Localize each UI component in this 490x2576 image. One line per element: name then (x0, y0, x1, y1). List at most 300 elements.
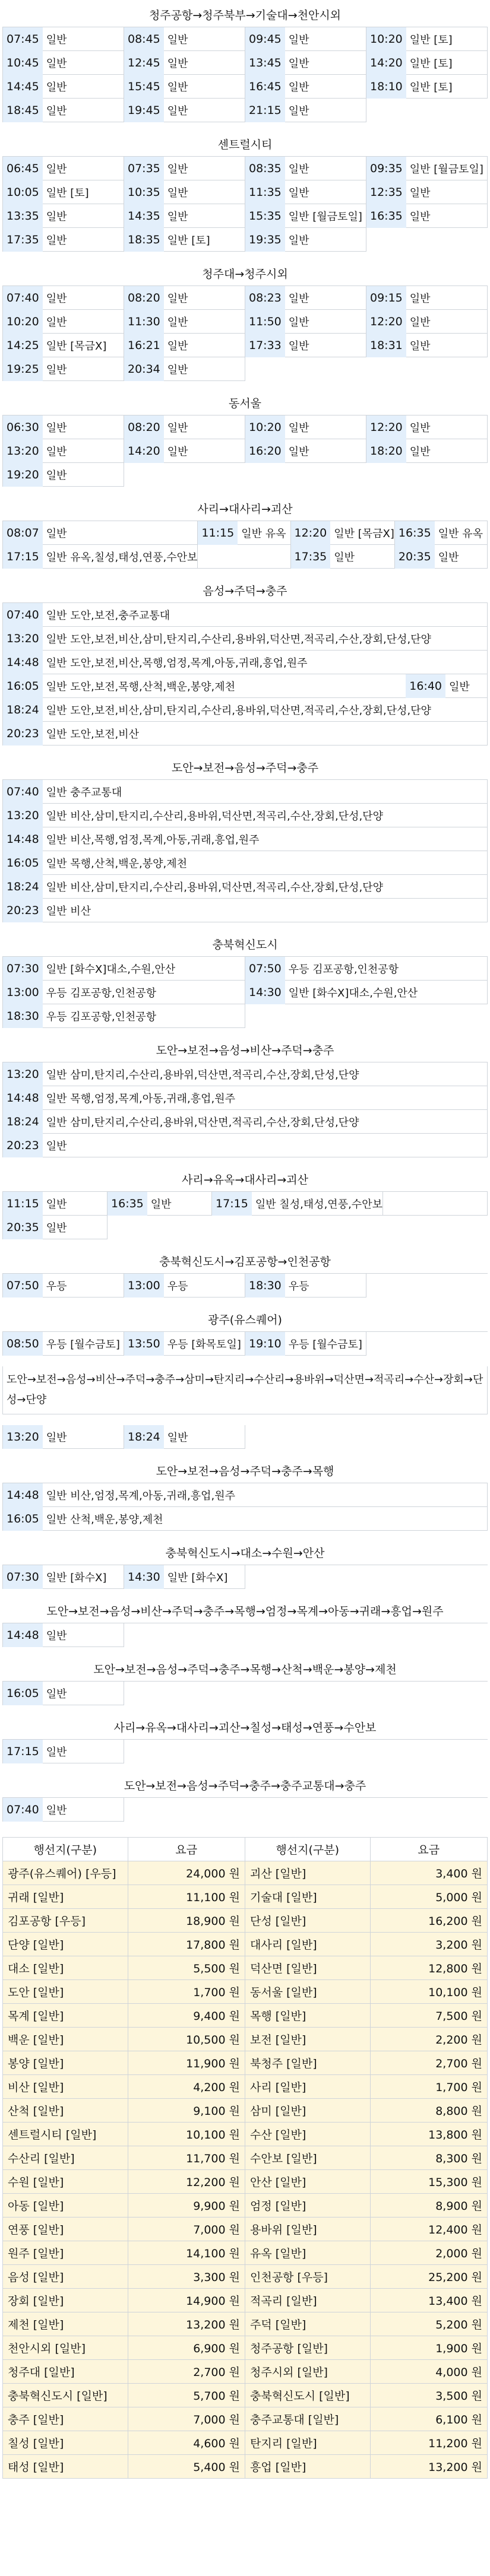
departure-info: 일반 (288, 81, 309, 94)
departure-cell[interactable] (124, 334, 245, 357)
fare-amount: 2,200 원 (370, 2028, 488, 2051)
departure-info: 일반 (150, 1198, 172, 1211)
departure-cell[interactable] (3, 1623, 124, 1647)
departure-cell[interactable] (3, 780, 488, 804)
departure-info: 일반 (288, 57, 309, 70)
departure-cell[interactable] (3, 415, 124, 439)
section-title: 충북혁신도시→김포공항→인천공항 (2, 1250, 488, 1274)
fare-destination: 귀래 [일반] (3, 1885, 128, 1909)
departure-cell[interactable] (245, 51, 366, 75)
fare-destination: 기술대 [일반] (245, 1885, 370, 1909)
fare-row (3, 1956, 488, 1980)
departure-cell[interactable] (3, 1425, 124, 1449)
departure-cell[interactable] (124, 1332, 245, 1356)
departure-cell[interactable] (3, 1216, 108, 1239)
departure-time: 20:35 (3, 1216, 43, 1239)
section-gap (2, 745, 488, 756)
departure-time: 10:45 (3, 51, 43, 75)
departure-cell[interactable] (3, 521, 198, 545)
departure-time: 18:30 (245, 1274, 285, 1297)
section-title: 사리→대사리→괴산 (2, 497, 488, 521)
departure-cell[interactable] (245, 27, 366, 51)
schedule-section (2, 933, 488, 1028)
departure-cell[interactable] (383, 1192, 488, 1216)
fare-destination: 수원 [일반] (3, 2170, 128, 2194)
departure-time: 13:00 (124, 1274, 164, 1297)
departure-info: 우등 (288, 1280, 309, 1293)
departure-time: 16:05 (3, 1682, 43, 1705)
departure-time: 18:30 (3, 1004, 43, 1028)
departure-time: 14:48 (3, 1483, 43, 1507)
fare-amount: 7,500 원 (370, 2004, 488, 2028)
fare-amount: 13,400 원 (370, 2289, 488, 2312)
fare-row (3, 2099, 488, 2123)
departure-time: 11:30 (124, 310, 164, 334)
departure-cell[interactable] (124, 357, 245, 381)
departure-time: 07:35 (124, 157, 164, 180)
fare-destination: 목행 [일반] (245, 2004, 370, 2028)
fare-row (3, 2455, 488, 2479)
departure-info: 일반 (409, 316, 431, 329)
section-title: 도안→보전→음성→비산→주덕→충주 (2, 1039, 488, 1062)
fare-amount: 2,000 원 (370, 2241, 488, 2265)
departure-info: 일반 [월금토일] (288, 210, 362, 223)
departure-time: 20:23 (3, 1134, 43, 1157)
departure-time: 16:35 (395, 521, 435, 545)
fare-destination: 동서울 [일반] (245, 1980, 370, 2004)
departure-cell[interactable] (366, 334, 488, 357)
departure-cell[interactable] (3, 1004, 245, 1028)
departure-cell[interactable] (245, 439, 366, 463)
fare-amount: 15,300 원 (370, 2170, 488, 2194)
departure-info: 일반 도안,보전,비산 (46, 728, 140, 741)
schedule-grid (2, 780, 488, 922)
departure-cell[interactable] (3, 27, 124, 51)
departure-info: 일반 칠성,태성,연풍,수안보 (255, 1198, 382, 1211)
departure-cell[interactable] (245, 204, 366, 228)
departure-cell[interactable] (245, 334, 366, 357)
section-gap (2, 1822, 488, 1832)
departure-cell[interactable] (212, 1192, 383, 1216)
schedule-section (2, 1658, 488, 1705)
departure-cell[interactable] (245, 415, 366, 439)
fare-row (3, 2312, 488, 2336)
departure-time: 17:35 (291, 545, 331, 569)
schedule-grid (2, 1483, 488, 1531)
fare-amount: 10,500 원 (128, 2028, 245, 2051)
departure-cell[interactable] (366, 51, 488, 75)
fare-amount: 8,800 원 (370, 2099, 488, 2123)
departure-time: 13:20 (3, 804, 43, 827)
departure-time: 18:10 (366, 75, 406, 99)
section-gap (2, 922, 488, 933)
departure-cell[interactable] (3, 228, 124, 252)
fare-amount: 13,800 원 (370, 2123, 488, 2146)
departure-cell[interactable] (366, 204, 488, 228)
schedule-grid (2, 1332, 488, 1356)
departure-cell[interactable] (395, 545, 488, 569)
fare-amount: 18,900 원 (128, 1909, 245, 1933)
departure-cell[interactable] (3, 651, 488, 674)
departure-time: 13:50 (124, 1332, 164, 1356)
departure-cell[interactable] (198, 521, 290, 545)
departure-time: 16:05 (3, 674, 43, 698)
departure-cell[interactable] (3, 1274, 124, 1297)
departure-info: 우등 김포공항,인천공항 (46, 986, 157, 1000)
departure-cell[interactable] (3, 1565, 124, 1589)
fare-row (3, 2004, 488, 2028)
fare-destination: 탄지리 [일반] (245, 2431, 370, 2455)
departure-cell[interactable] (3, 1192, 108, 1216)
schedule-section (2, 1308, 488, 1356)
departure-cell[interactable] (3, 603, 488, 627)
fare-row (3, 2431, 488, 2455)
departure-time: 07:45 (3, 27, 43, 51)
departure-info: 일반 [월금토일] (409, 163, 483, 176)
departure-info: 일반 (438, 551, 459, 564)
departure-time: 18:35 (124, 228, 164, 252)
departure-cell[interactable] (3, 899, 488, 922)
departure-cell[interactable] (124, 51, 245, 75)
fare-row (3, 2075, 488, 2099)
fare-destination: 삼미 [일반] (245, 2099, 370, 2123)
departure-cell[interactable] (245, 957, 488, 981)
schedule-grid (2, 286, 488, 381)
departure-time: 08:20 (124, 286, 164, 310)
departure-time: 14:20 (366, 51, 406, 75)
departure-cell[interactable] (124, 1425, 245, 1449)
timetable-page (2, 4, 488, 2479)
departure-info: 일반 (46, 421, 67, 434)
fare-destination: 덕산면 [일반] (245, 1956, 370, 1980)
departure-time: 16:35 (366, 204, 406, 228)
departure-info: 일반 (46, 445, 67, 458)
departure-cell[interactable] (3, 1134, 488, 1157)
departure-time: 17:35 (3, 228, 43, 252)
departure-cell[interactable] (3, 957, 245, 981)
departure-cell[interactable] (124, 1565, 245, 1589)
departure-cell[interactable] (366, 27, 488, 51)
section-gap (2, 1449, 488, 1460)
departure-cell[interactable] (3, 180, 124, 204)
departure-cell[interactable] (124, 27, 245, 51)
departure-time: 08:23 (245, 286, 285, 310)
fare-destination: 목계 [일반] (3, 2004, 128, 2028)
fare-destination: 원주 [일반] (3, 2241, 128, 2265)
fare-amount: 16,200 원 (370, 1909, 488, 1933)
departure-info: 일반 목행,산척,백운,봉양,제천 (46, 857, 188, 870)
fare-destination: 음성 [일반] (3, 2265, 128, 2289)
departure-cell[interactable] (3, 698, 488, 722)
departure-time: 13:20 (3, 1062, 43, 1086)
departure-cell[interactable] (366, 157, 488, 180)
departure-cell[interactable] (291, 521, 395, 545)
departure-cell[interactable] (3, 1798, 124, 1822)
schedule-grid (2, 1798, 488, 1822)
departure-cell[interactable] (124, 204, 245, 228)
fare-amount: 25,200 원 (370, 2265, 488, 2289)
fare-destination: 김포공항 [우등] (3, 1909, 128, 1933)
departure-cell[interactable] (3, 99, 124, 122)
schedule-grid (2, 603, 488, 745)
schedule-section (2, 1600, 488, 1647)
departure-info: 일반 (46, 1140, 67, 1153)
fare-destination: 산척 [일반] (3, 2099, 128, 2123)
section-gap (2, 252, 488, 262)
departure-info: 일반 (167, 33, 188, 46)
schedule-grid (2, 415, 488, 487)
departure-info: 일반 (46, 527, 67, 540)
fare-destination: 연풍 [일반] (3, 2217, 128, 2241)
departure-time: 16:40 (406, 674, 445, 698)
departure-cell[interactable] (3, 1682, 124, 1705)
departure-time: 15:45 (124, 75, 164, 99)
departure-cell[interactable] (3, 875, 488, 899)
departure-time: 14:48 (3, 827, 43, 851)
fare-amount: 13,200 원 (370, 2455, 488, 2479)
schedule-section (2, 1774, 488, 1822)
departure-info: 일반 [화수X] (46, 1571, 107, 1584)
schedule-grid (2, 957, 488, 1028)
departure-time: 07:40 (3, 286, 43, 310)
departure-info: 일반 (409, 186, 431, 199)
departure-info: 일반 (167, 163, 188, 176)
fare-destination: 단양 [일반] (3, 1933, 128, 1956)
departure-time: 18:24 (3, 1110, 43, 1134)
departure-cell[interactable] (366, 180, 488, 204)
departure-time: 08:07 (3, 521, 43, 545)
departure-cell[interactable] (3, 204, 124, 228)
departure-cell[interactable] (3, 75, 124, 99)
departure-time: 20:34 (124, 357, 164, 381)
departure-info: 일반 유옥,칠성,태성,연풍,수안보 (46, 551, 198, 564)
departure-cell[interactable] (124, 75, 245, 99)
departure-info: 일반 (288, 316, 309, 329)
departure-info: 일반 (288, 234, 309, 247)
departure-time: 17:15 (3, 1740, 43, 1763)
departure-cell[interactable] (245, 1274, 366, 1297)
fare-amount: 2,700 원 (370, 2051, 488, 2075)
section-title: 도안→보전→음성→주덕→충주→목행→산척→백운→봉양→제천 (2, 1658, 488, 1682)
departure-info: 일반 (288, 163, 309, 176)
departure-info: 일반 유옥 (241, 527, 286, 540)
departure-cell[interactable] (245, 99, 366, 122)
departure-cell[interactable] (124, 1274, 245, 1297)
fare-destination: 아동 [일반] (3, 2194, 128, 2217)
departure-info: 일반 (409, 421, 431, 434)
departure-cell[interactable] (124, 228, 245, 252)
departure-info: 일반 (167, 57, 188, 70)
departure-cell[interactable] (291, 545, 395, 569)
fare-destination: 엄정 [일반] (245, 2194, 370, 2217)
departure-cell[interactable] (3, 1507, 488, 1531)
departure-info: 일반 (46, 1687, 67, 1701)
departure-cell[interactable] (245, 1332, 366, 1356)
fare-amount: 7,000 원 (128, 2217, 245, 2241)
departure-info: 일반 (288, 292, 309, 305)
fare-destination: 도안 [일반] (3, 1980, 128, 2004)
schedule-section (2, 4, 488, 122)
departure-info: 일반 (288, 33, 309, 46)
departure-info: 일반 도안,보전,목행,산척,백운,봉양,제천 (46, 680, 236, 693)
fare-amount: 10,100 원 (128, 2123, 245, 2146)
fare-amount: 11,200 원 (370, 2431, 488, 2455)
section-title: 도안→보전→음성→주덕→충주 (2, 756, 488, 780)
departure-time: 09:35 (366, 157, 406, 180)
departure-info: 일반 비산 (46, 905, 91, 918)
fare-destination: 용바위 [일반] (245, 2217, 370, 2241)
departure-cell[interactable] (245, 228, 366, 252)
departure-info: 일반 (46, 57, 67, 70)
fare-row (3, 2217, 488, 2241)
departure-time: 13:20 (3, 439, 43, 463)
departure-cell[interactable] (3, 1110, 488, 1134)
departure-cell[interactable] (3, 310, 124, 334)
section-gap (2, 1297, 488, 1308)
departure-cell[interactable] (245, 981, 488, 1004)
departure-cell[interactable] (3, 545, 198, 569)
fare-row (3, 2028, 488, 2051)
departure-cell[interactable] (3, 1740, 124, 1763)
departure-info: 우등 김포공항,인천공항 (46, 1010, 157, 1023)
departure-cell[interactable] (3, 1062, 488, 1086)
departure-cell[interactable] (3, 357, 124, 381)
departure-time: 12:20 (366, 415, 406, 439)
fare-amount: 8,900 원 (370, 2194, 488, 2217)
fare-destination: 천안시외 [일반] (3, 2336, 128, 2360)
departure-cell[interactable] (245, 157, 366, 180)
departure-info: 일반 (167, 340, 188, 353)
fare-destination: 괴산 [일반] (245, 1861, 370, 1885)
departure-time: 16:05 (3, 851, 43, 875)
departure-time: 14:45 (3, 75, 43, 99)
departure-info: 일반 (449, 680, 470, 693)
fare-destination: 흥업 [일반] (245, 2455, 370, 2479)
fare-amount: 5,700 원 (128, 2384, 245, 2407)
departure-info: 일반 (334, 551, 355, 564)
fare-row (3, 1980, 488, 2004)
departure-info: 일반 (46, 1222, 67, 1235)
departure-cell[interactable] (3, 674, 488, 698)
departure-cell[interactable] (395, 521, 488, 545)
schedule-grid (2, 157, 488, 252)
departure-cell[interactable] (124, 99, 245, 122)
fare-header-cell: 행선지(구분) (3, 1838, 128, 1861)
departure-time: 14:20 (124, 439, 164, 463)
departure-cell[interactable] (124, 310, 245, 334)
departure-cell[interactable] (124, 415, 245, 439)
departure-time: 18:24 (3, 875, 43, 899)
departure-cell[interactable] (366, 286, 488, 310)
departure-info: 일반 (288, 104, 309, 118)
departure-time: 14:35 (124, 204, 164, 228)
departure-info: 일반 [토] (409, 33, 453, 46)
departure-info: 일반 (167, 421, 188, 434)
departure-cell[interactable] (245, 310, 366, 334)
fare-destination: 충북혁신도시 [일반] (3, 2384, 128, 2407)
departure-time: 14:48 (3, 1623, 43, 1647)
fare-amount: 1,900 원 (370, 2336, 488, 2360)
departure-cell[interactable] (3, 1332, 124, 1356)
departure-time: 17:15 (3, 545, 43, 569)
fare-row (3, 2384, 488, 2407)
departure-time: 11:15 (3, 1192, 43, 1216)
departure-info: 일반 [화수X]대소,수원,안산 (46, 963, 176, 976)
departure-info: 일반 (409, 340, 431, 353)
departure-cell[interactable] (3, 51, 124, 75)
departure-cell[interactable] (3, 627, 488, 651)
departure-info: 일반 (167, 104, 188, 118)
fare-amount: 13,200 원 (128, 2312, 245, 2336)
fare-amount: 6,100 원 (370, 2407, 488, 2431)
departure-cell[interactable] (3, 827, 488, 851)
departure-cell[interactable] (198, 545, 290, 569)
section-gap (2, 1028, 488, 1039)
departure-cell[interactable] (3, 1483, 488, 1507)
departure-info: 일반 (288, 421, 309, 434)
departure-cell[interactable] (3, 722, 488, 745)
departure-cell[interactable] (124, 286, 245, 310)
departure-cell[interactable] (3, 981, 245, 1004)
departure-info: 일반 [목금X] (46, 340, 107, 353)
departure-cell[interactable] (3, 286, 124, 310)
fare-row (3, 2170, 488, 2194)
fare-destination: 보전 [일반] (245, 2028, 370, 2051)
fare-destination: 청주시외 [일반] (245, 2360, 370, 2384)
departure-cell[interactable] (366, 75, 488, 99)
departure-cell[interactable] (3, 804, 488, 827)
departure-info: 일반 (46, 1629, 67, 1642)
departure-time: 07:30 (3, 1565, 43, 1589)
section-gap (2, 1589, 488, 1600)
schedule-section (2, 392, 488, 487)
departure-cell[interactable] (366, 310, 488, 334)
departure-cell[interactable] (245, 286, 366, 310)
section-title: 청주대→청주시외 (2, 262, 488, 286)
departure-time: 19:25 (3, 357, 43, 381)
departure-cell[interactable] (3, 334, 124, 357)
section-gap (2, 487, 488, 497)
fare-amount: 3,500 원 (370, 2384, 488, 2407)
fare-amount: 10,100 원 (370, 1980, 488, 2004)
fare-amount: 14,100 원 (128, 2241, 245, 2265)
fare-amount: 3,300 원 (128, 2265, 245, 2289)
departure-cell[interactable] (366, 439, 488, 463)
departure-cell[interactable] (3, 157, 124, 180)
fare-amount: 12,800 원 (370, 1956, 488, 1980)
fare-row (3, 2241, 488, 2265)
departure-cell[interactable] (245, 75, 366, 99)
departure-cell[interactable] (3, 851, 488, 875)
departure-cell[interactable] (3, 463, 124, 487)
departure-cell[interactable] (124, 439, 245, 463)
departure-cell[interactable] (3, 439, 124, 463)
departure-cell[interactable] (366, 415, 488, 439)
departure-info: 우등 [월수금토] (288, 1338, 362, 1351)
departure-cell[interactable] (108, 1192, 212, 1216)
departure-info: 일반 (46, 234, 67, 247)
departure-cell[interactable] (3, 1086, 488, 1110)
departure-info: 일반 (46, 316, 67, 329)
fare-row (3, 2289, 488, 2312)
departure-cell[interactable] (124, 180, 245, 204)
departure-time: 16:35 (108, 1192, 147, 1216)
departure-cell[interactable] (245, 180, 366, 204)
departure-info: 일반 [목금X] (334, 527, 394, 540)
fare-amount: 11,900 원 (128, 2051, 245, 2075)
departure-cell[interactable] (124, 157, 245, 180)
fare-destination: 충북혁신도시 [일반] (245, 2384, 370, 2407)
